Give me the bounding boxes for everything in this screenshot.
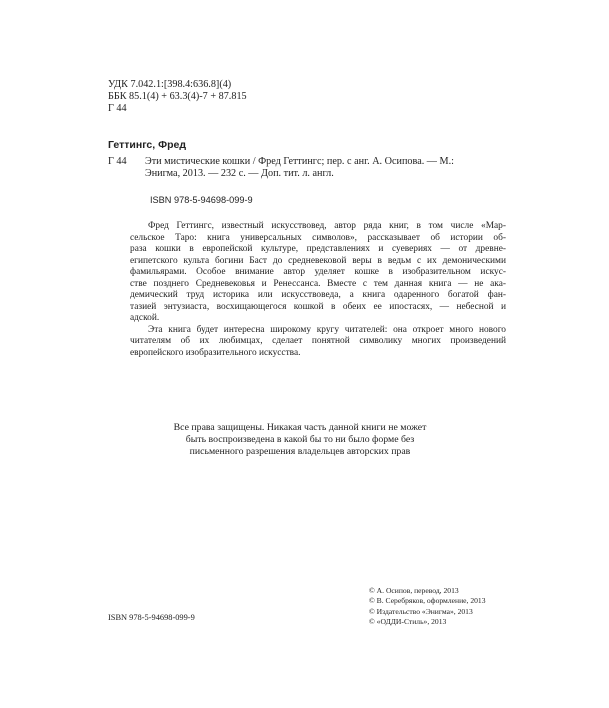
rights-line: Все права защищены. Никакая часть данной книги не может [173,422,427,433]
author-mark: Г 44 [108,103,127,114]
annotation-line: египетского культа богини Баст до средневековой веры в ведьм с их демоническими [130,255,506,266]
copyright-line: © А. Осипов, перевод, 2013 [369,586,459,595]
annotation-line: Эта книга будет интересна широкому кругу читателей: она откроет много нового [148,324,506,335]
author-heading: Геттингс, Фред [108,139,186,151]
annotation-line: стве позднего Средневековья и Ренессанса. Вместе с тем данная книга — не ака- [130,278,506,289]
annotation-line: тазией энтузиаста, восхищающегося кошкой в обеих ее ипостасях, — небесной и [130,301,506,312]
copyright-line: © В. Серебряков, оформление, 2013 [369,596,486,606]
bbk-code: ББК 85.1(4) + 63.3(4)-7 + 87.815 [108,91,247,102]
annotation-line: фамильярами. Особое внимание автор уделяет кошке в изобразительном искус- [130,267,506,277]
rights-line: письменного разрешения владельцев авторских прав [189,446,411,458]
annotation-line: раза кошки в европейской культуре, представлениях и суевериях — от древне- [130,244,506,254]
copyright-notices [369,586,486,628]
catalog-code: Г 44 [108,156,127,167]
annotation-line: европейского изобразительного искусства. [130,347,301,358]
annotation-line: читателям об их любимцах, сделает понятной символику многих произведений [130,336,506,346]
biblio-line: Эти мистические кошки / Фред Геттингс; пер. с анг. А. Осипова. — М.: [145,156,454,167]
udk-code: УДК 7.042.1:[398.4:636.8](4) [108,79,232,90]
isbn-bottom: ISBN 978-5-94698-099-9 [108,613,195,622]
annotation-line: адской. [130,313,160,323]
copyright-line: © «ОДДИ-Стиль», 2013 [369,617,447,627]
isbn-top: ISBN 978-5-94698-099-9 [150,195,253,205]
rights-line: быть воспроизведена в какой бы то ни было форме без [185,434,415,446]
copyright-line: © Издательство «Энигма», 2013 [369,606,473,616]
bibliographic-description [145,156,510,180]
annotation-line: Фред Геттингс, известный искусствовед, автор ряда книг, в том числе «Мар- [148,221,506,231]
annotation-line: демический труд историка или искусствоведа, а книга одаренного богатой фан- [130,290,506,300]
annotation [130,221,506,359]
classification-codes [108,79,247,115]
rights-notice [160,422,440,459]
annotation-line: сельское Таро: книга универсальных символов», рассказывает об истории об- [130,232,506,243]
biblio-line: Энигма, 2013. — 232 с. — Доп. тит. л. англ. [145,168,334,179]
